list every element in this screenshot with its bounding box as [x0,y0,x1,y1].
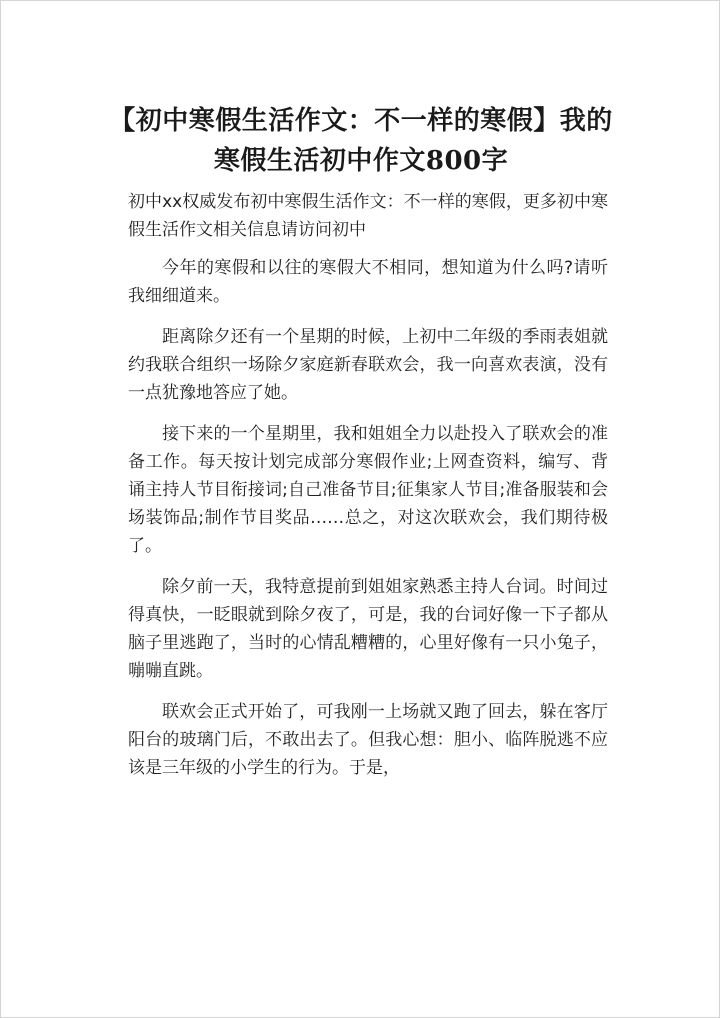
paragraph-3: 接下来的一个星期里，我和姐姐全力以赴投入了联欢会的准备工作。每天按计划完成部分寒假作业;上网查资料，编写、背诵主持人节目衔接词;自己准备节目;征集家人节目;准备服装和会场装饰品;制作节目奖品……总之，对这次联欢会，我们期待极了。 [128,424,608,556]
paragraph-1: 今年的寒假和以往的寒假大不相同，想知道为什么吗?请听我细细道来。 [128,258,608,306]
paragraph-4: 除夕前一天，我特意提前到姐姐家熟悉主持人台词。时间过得真快，一眨眼就到除夕夜了，可是，我的台词好像一下子都从脑子里逃跑了，当时的心情乱糟糟的，心里好像有一只小兔子，嘣嘣直跳。 [128,577,608,681]
paragraph-5: 联欢会正式开始了，可我刚一上场就又跑了回去，躲在客厅阳台的玻璃门后，不敢出去了。但我心想：胆小、临阵脱逃不应该是三年级的小学生的行为。于是， [128,702,608,778]
paragraph-2: 距离除夕还有一个星期的时候，上初中二年级的季雨表姐就约我联合组织一场除夕家庭新春联欢会，我一向喜欢表演，没有一点犹豫地答应了她。 [128,327,608,403]
document-title: 【初中寒假生活作文：不一样的寒假】我的寒假生活初中作文800字 [109,106,613,176]
document-body [128,188,608,795]
intro-paragraph: 初中xx权威发布初中寒假生活作文：不一样的寒假，更多初中寒假生活作文相关信息请访问初中 [128,192,608,240]
